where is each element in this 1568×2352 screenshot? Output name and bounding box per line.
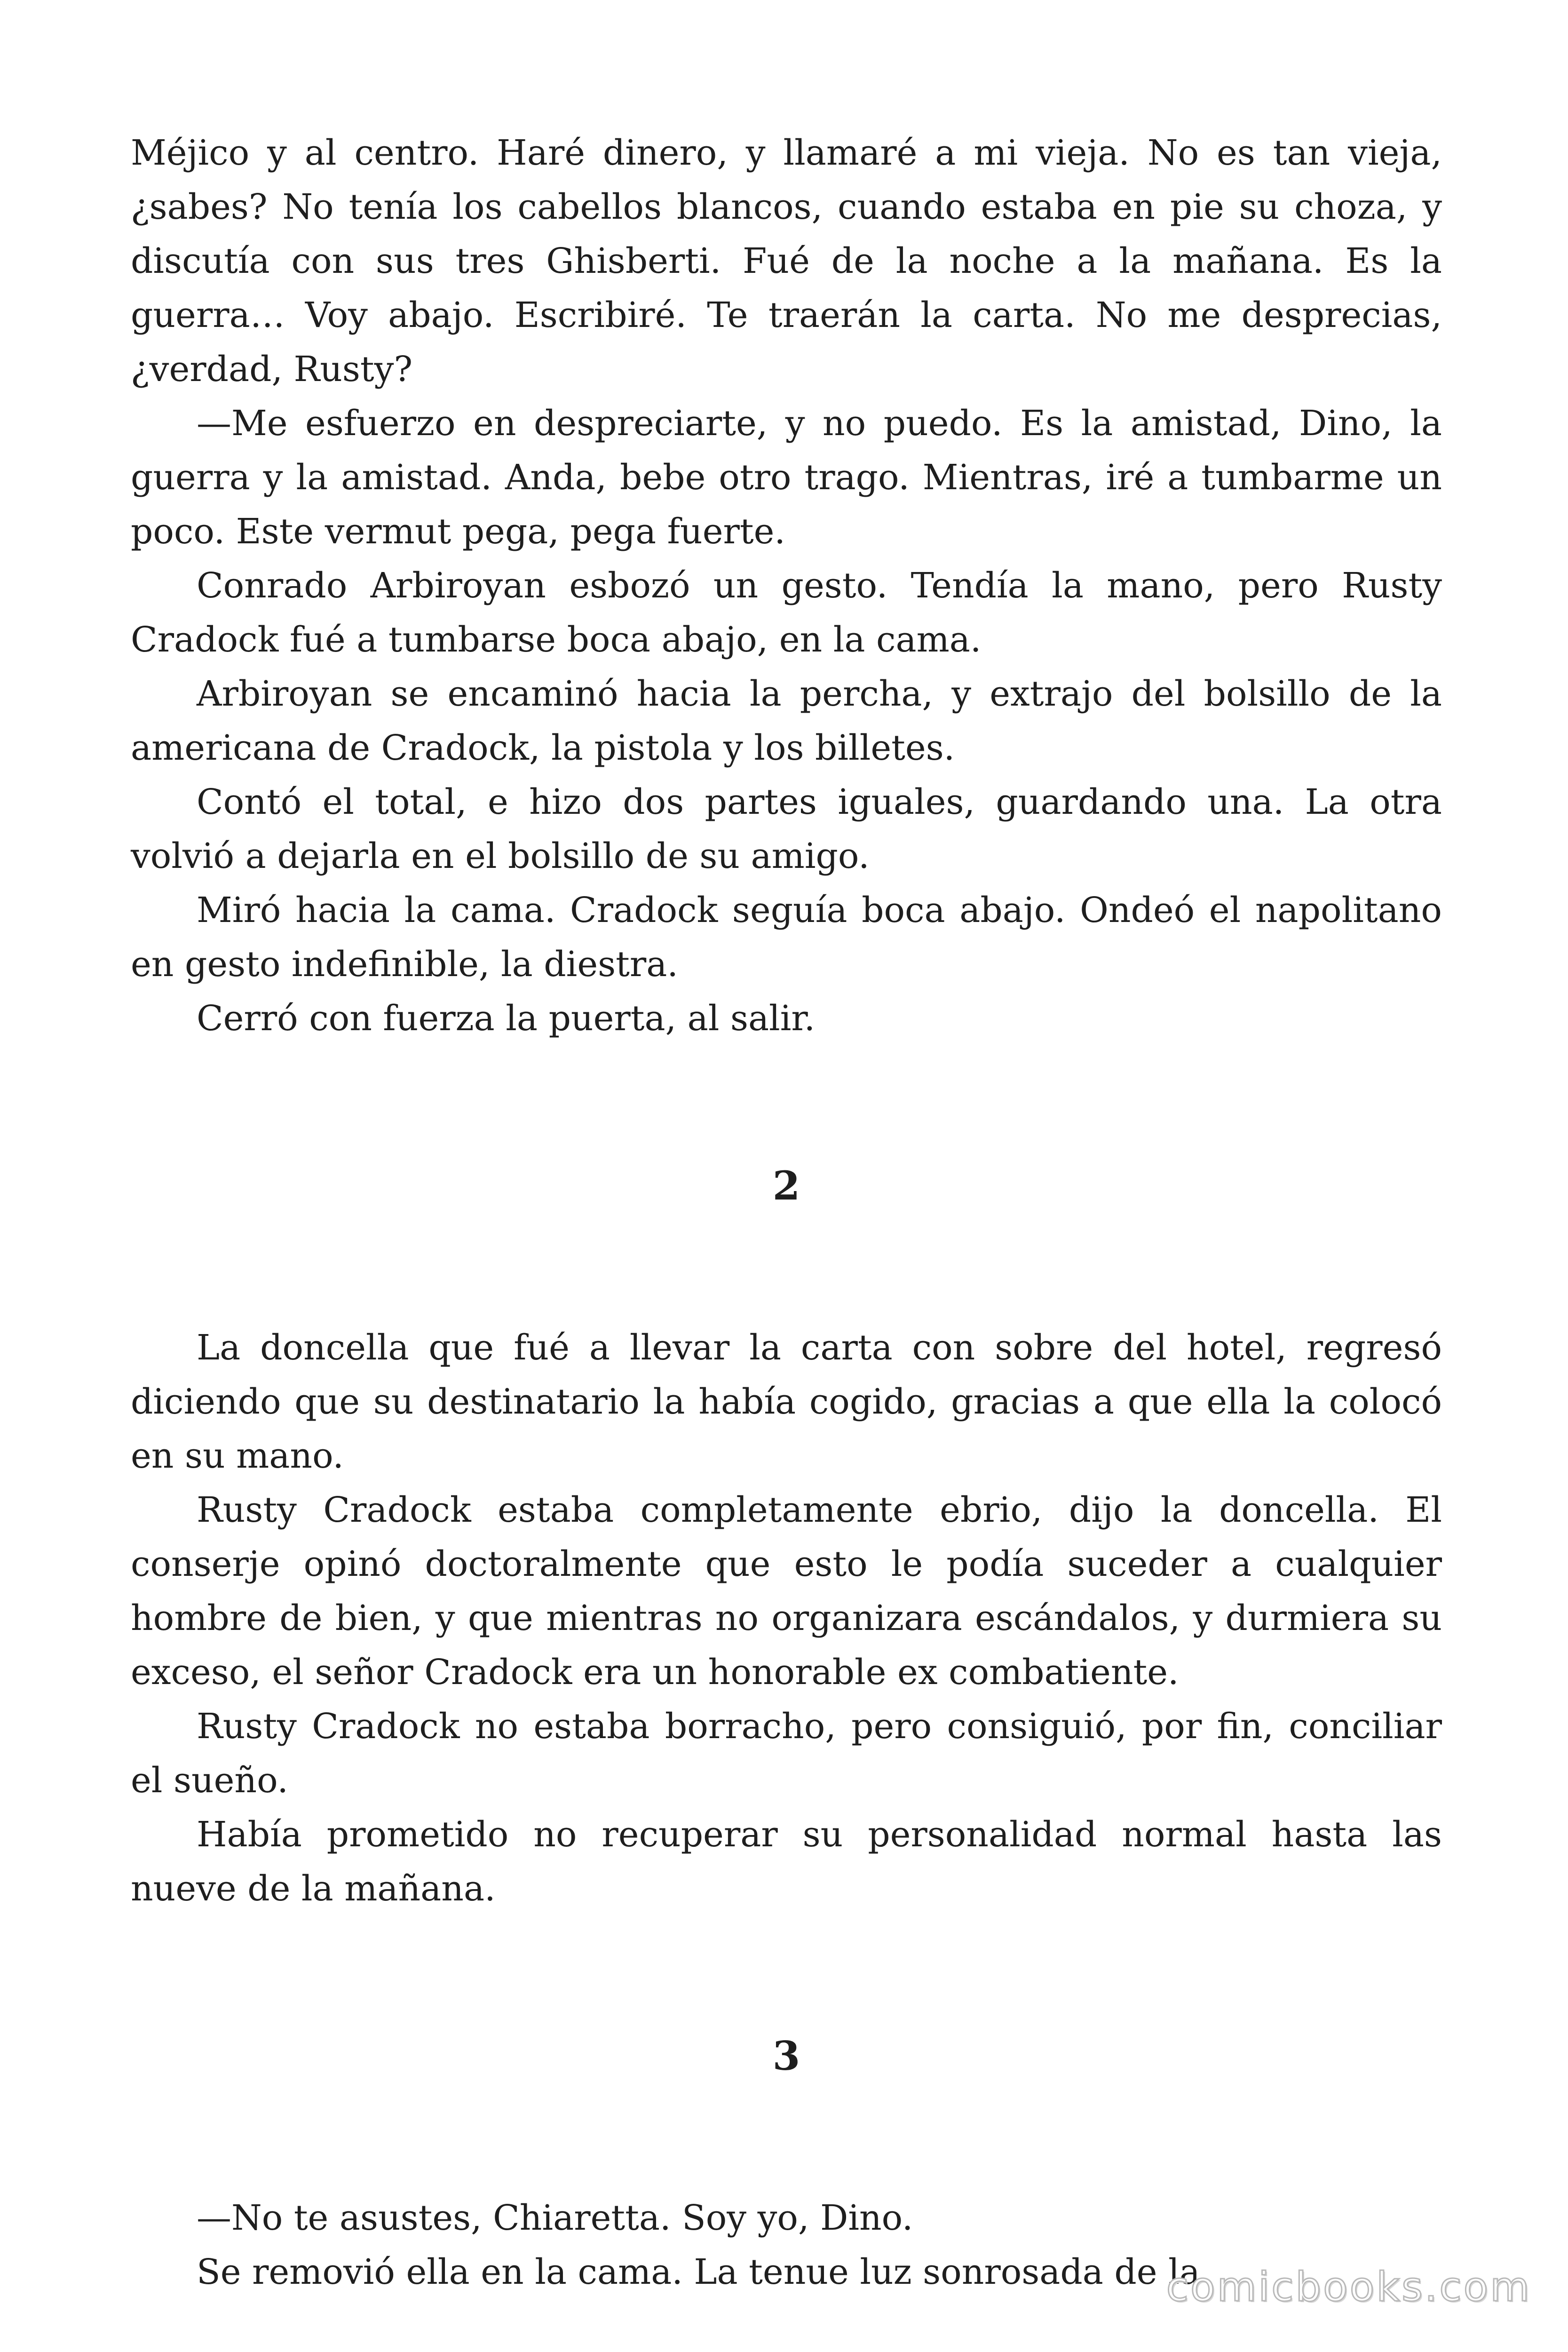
paragraph: Contó el total, e hizo dos partes iguales, guardando una. La otra volvió a dejarla en el bolsillo de su amigo. — [131, 782, 1442, 876]
paragraph: —Me esfuerzo en despreciarte, y no puedo. Es la amistad, Dino, la guerra y la amistad. Anda, bebe otro trago. Mientras, iré a tumbarme un poco. Este vermut pega, pega fuerte. — [131, 403, 1442, 552]
paragraph: Rusty Cradock no estaba borracho, pero consiguió, por fin, conciliar el sueño. — [131, 1706, 1442, 1801]
paragraph: Conrado Arbiroyan esbozó un gesto. Tendía la mano, pero Rusty Cradock fué a tumbarse boca abajo, en la cama. — [131, 565, 1442, 660]
paragraph: Méjico y al centro. Haré dinero, y llamaré a mi vieja. No es tan vieja, ¿sabes? No tenía los cabellos blancos, cuando estaba en pie su choza, y discutía con sus tres Ghisberti. Fué de la noche a la mañana. Es la guerra… Voy abajo. Escribiré. Te traerán la carta. No me desprecias, ¿verdad, Rusty? — [131, 133, 1442, 389]
paragraph: Miró hacia la cama. Cradock seguía boca abajo. Ondeó el napolitano en gesto indefinible, la diestra. — [131, 890, 1442, 985]
paragraph: Cerró con fuerza la puerta, al salir. — [197, 998, 816, 1039]
text-section-1 — [131, 126, 1442, 1046]
chapter-heading-2: 2 — [772, 1162, 800, 1209]
paragraph: Había prometido no recuperar su personalidad normal hasta las nueve de la mañana. — [131, 1814, 1442, 1909]
paragraph: La doncella que fué a llevar la carta con sobre del hotel, regresó diciendo que su destinatario la había cogido, gracias a que ella la colocó en su mano. — [131, 1327, 1442, 1476]
paragraph: —No te asustes, Chiaretta. Soy yo, Dino. — [197, 2198, 913, 2238]
chapter-heading-3: 3 — [772, 2033, 800, 2079]
paragraph: Rusty Cradock estaba completamente ebrio, dijo la doncella. El conserje opinó doctoralmente que esto le podía suceder a cualquier hombre de bien, y que mientras no organizara escándalos, y durmiera su exceso, el señor Cradock era un honorable ex combatiente. — [131, 1490, 1442, 1692]
book-page — [131, 126, 1442, 2299]
watermark: comicbooks.com — [1166, 2264, 1531, 2311]
paragraph: Se removió ella en la cama. La tenue luz sonrosada de la — [197, 2252, 1200, 2292]
paragraph: Arbiroyan se encaminó hacia la percha, y extrajo del bolsillo de la americana de Cradock, la pistola y los billetes. — [131, 674, 1442, 768]
text-section-2 — [131, 1321, 1442, 1916]
